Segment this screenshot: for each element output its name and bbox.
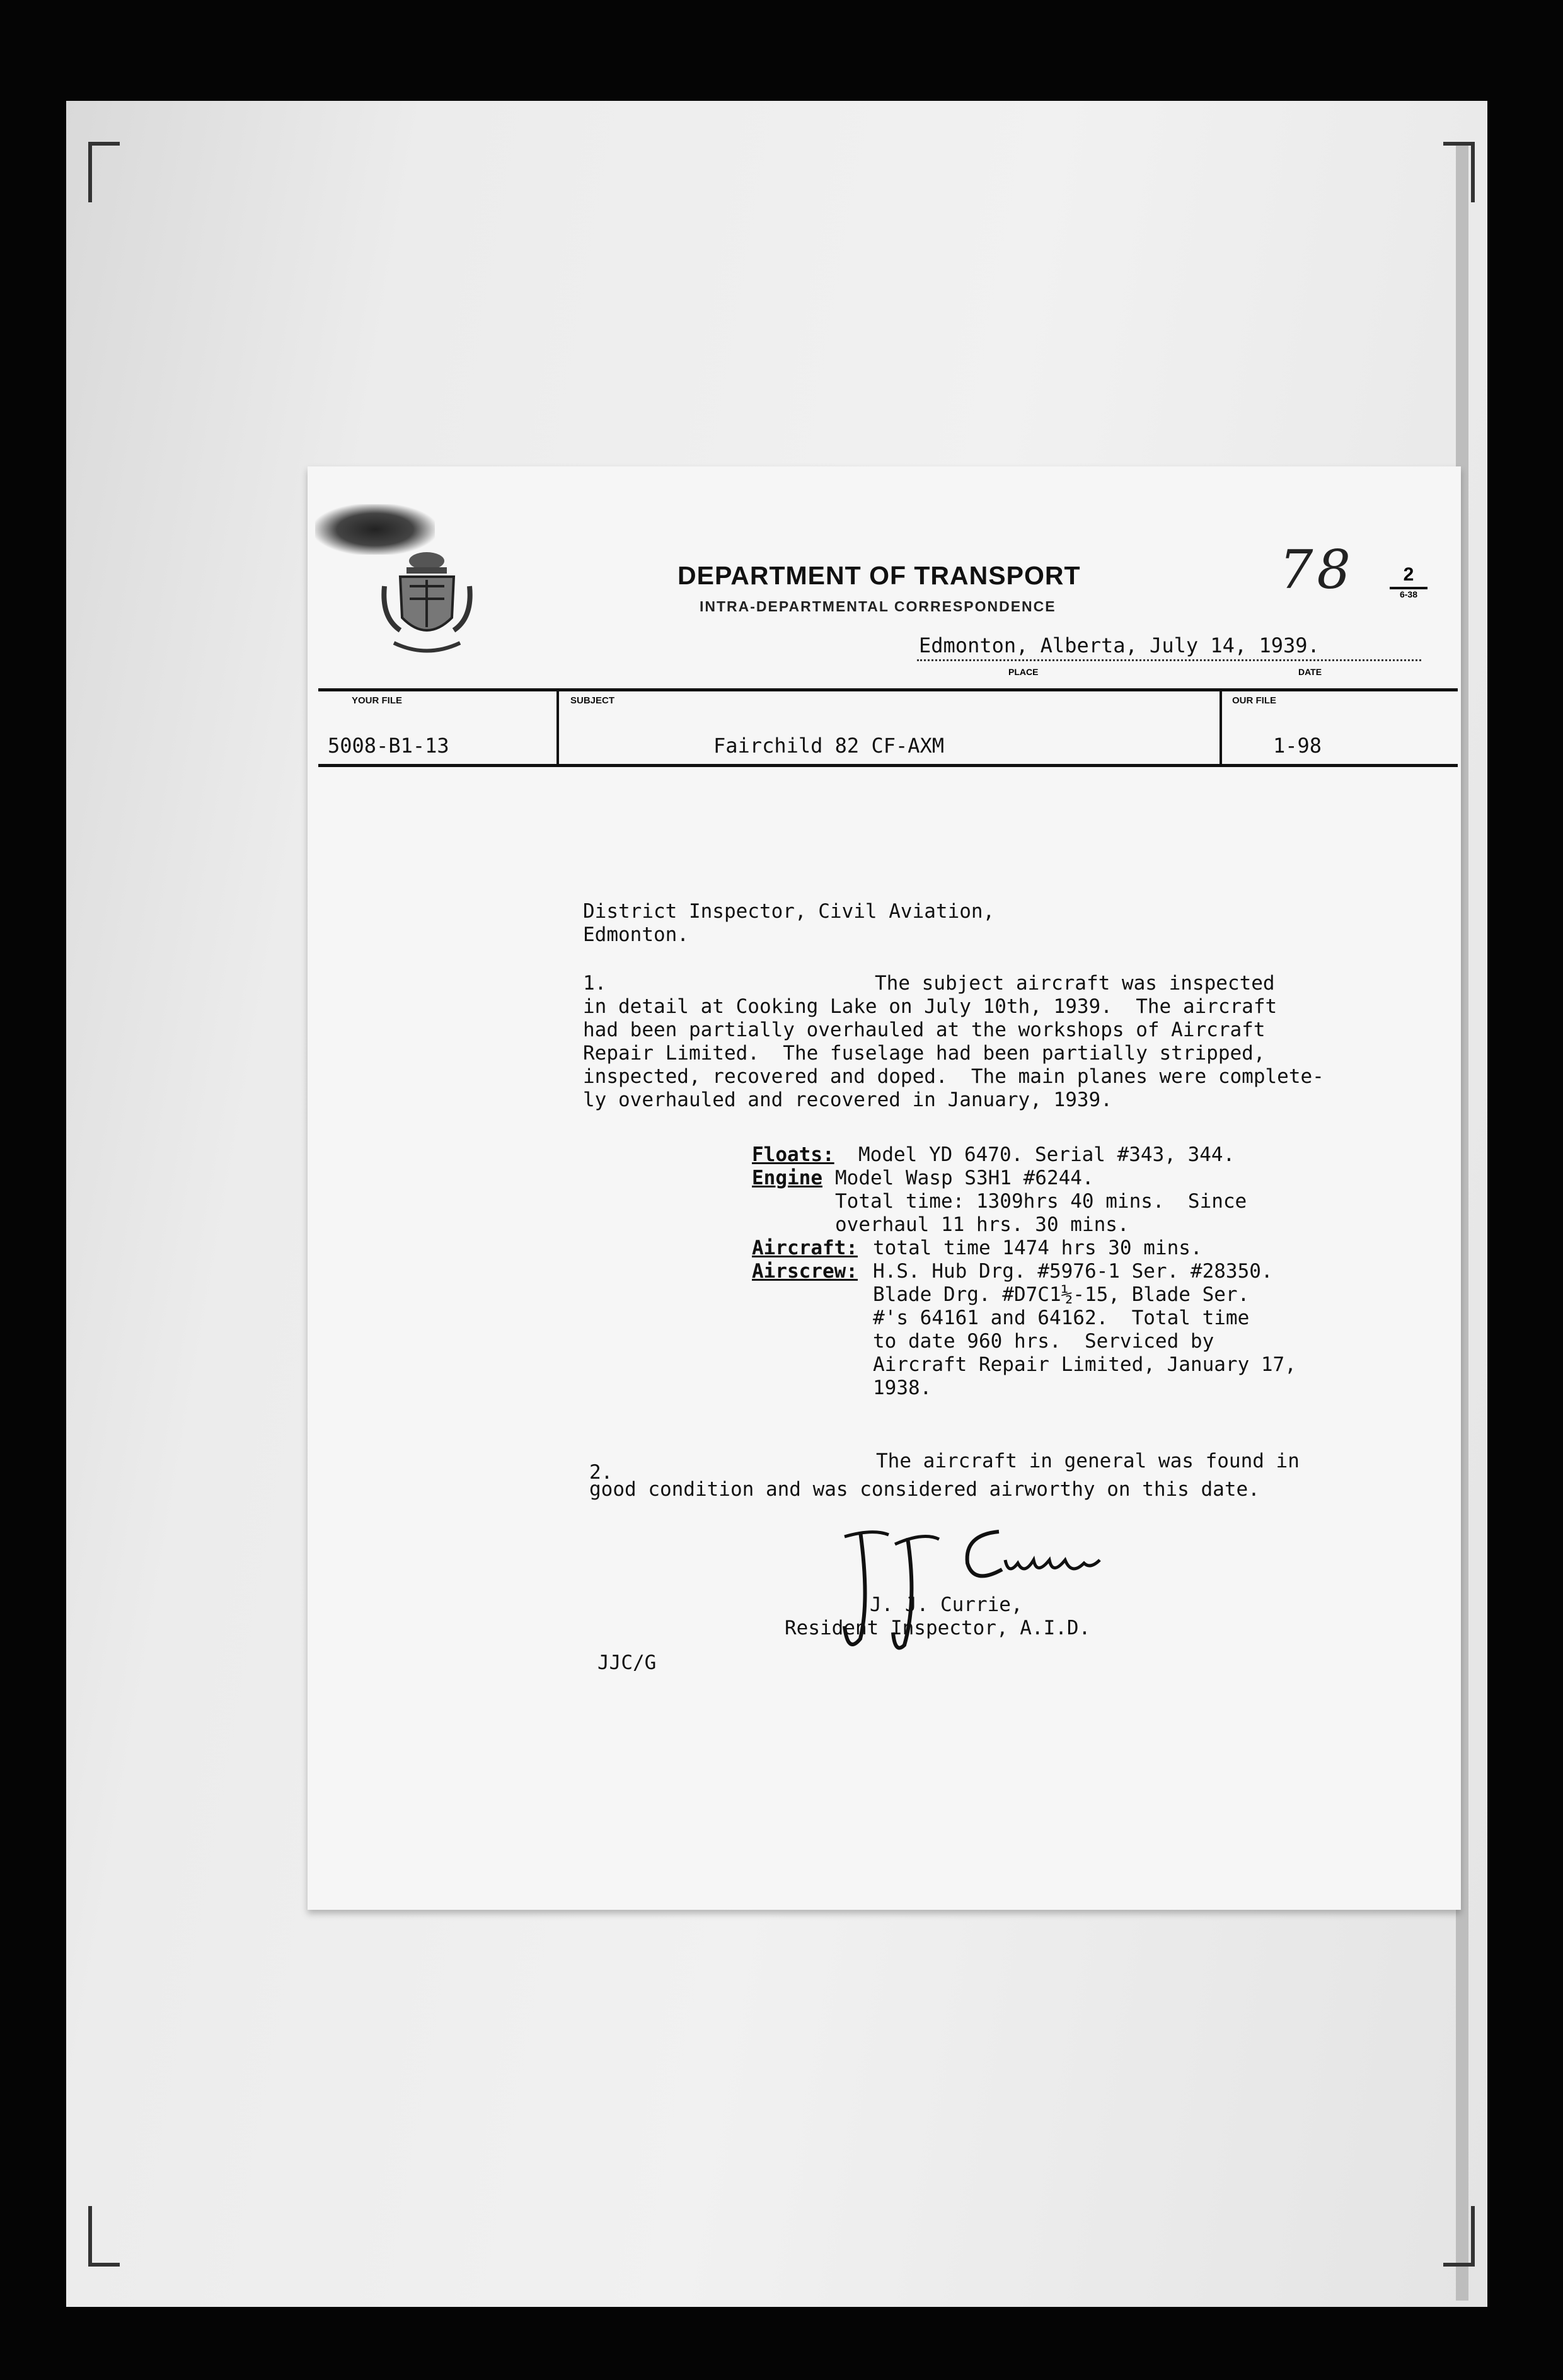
paragraph-2-second-line: good condition and was considered airworthy on this date. [589, 1478, 1260, 1501]
paragraph-1-line: ly overhauled and recovered in January, 1939. [583, 1089, 1112, 1111]
engine-label: Engine [752, 1167, 822, 1189]
paragraph-1-first-line: The subject aircraft was inspected [875, 972, 1275, 995]
form-number [1390, 564, 1427, 601]
crop-mark-top-right [1443, 142, 1475, 202]
paragraph-1-line: in detail at Cooking Lake on July 10th, 1939. The aircraft [583, 995, 1278, 1018]
addressee-line-1: District Inspector, Civil Aviation, [583, 900, 995, 923]
table-bottom-rule [318, 764, 1458, 767]
engine-value: Model Wasp S3H1 #6244. [835, 1167, 1094, 1189]
airscrew-value: H.S. Hub Drg. #5976-1 Ser. #28350. [873, 1260, 1273, 1283]
airscrew-value: #'s 64161 and 64162. Total time [873, 1307, 1250, 1329]
our-file-value: 1-98 [1273, 734, 1322, 758]
paragraph-1-number: 1. [583, 972, 607, 995]
crop-mark-bottom-right [1443, 2206, 1475, 2267]
form-number-date: 6-38 [1399, 589, 1418, 599]
your-file-label: YOUR FILE [352, 695, 403, 706]
reference-initials: JJC/G [597, 1651, 657, 1674]
aircraft-value: total time 1474 hrs 30 mins. [873, 1237, 1203, 1259]
engine-value: overhaul 11 hrs. 30 mins. [835, 1213, 1129, 1236]
engine-value: Total time: 1309hrs 40 mins. Since [835, 1190, 1247, 1213]
signatory-title: Resident Inspector, A.I.D. [785, 1617, 1091, 1639]
table-divider-2 [1220, 688, 1222, 766]
table-divider-1 [557, 688, 559, 766]
our-file-label: OUR FILE [1232, 695, 1276, 706]
place-label: PLACE [1008, 667, 1039, 677]
paragraph-1-line: had been partially overhauled at the workshops of Aircraft [583, 1019, 1266, 1041]
form-number-value: 2 [1390, 564, 1427, 589]
subject-label: SUBJECT [570, 695, 615, 706]
correspondence-subtitle: INTRA-DEPARTMENTAL CORRESPONDENCE [700, 598, 1056, 615]
airscrew-value: Blade Drg. #D7C1½-15, Blade Ser. [873, 1283, 1250, 1306]
airscrew-value: 1938. [873, 1377, 932, 1399]
place-date-dotted-line [917, 659, 1421, 661]
airscrew-value: to date 960 hrs. Serviced by [873, 1330, 1214, 1353]
floats-value: Model YD 6470. Serial #343, 344. [858, 1143, 1235, 1166]
department-title: DEPARTMENT OF TRANSPORT [678, 561, 1081, 590]
typed-signatory-name: J. J. Currie, [870, 1593, 1023, 1616]
crop-mark-bottom-left [88, 2206, 120, 2267]
airscrew-value: Aircraft Repair Limited, January 17, [873, 1353, 1296, 1376]
handwritten-page-number: 78 [1279, 539, 1354, 601]
date-label: DATE [1298, 667, 1322, 677]
table-top-rule [318, 688, 1458, 691]
paragraph-1-line: inspected, recovered and doped. The main planes were complete- [583, 1065, 1324, 1088]
floats-label: Floats: [752, 1143, 834, 1166]
place-and-date: Edmonton, Alberta, July 14, 1939. [919, 633, 1320, 657]
addressee-line-2: Edmonton. [583, 923, 689, 946]
aircraft-label: Aircraft: [752, 1237, 858, 1259]
paragraph-1-line: Repair Limited. The fuselage had been partially stripped, [583, 1042, 1266, 1065]
airscrew-label: Airscrew: [752, 1260, 858, 1283]
subject-value: Fairchild 82 CF-AXM [713, 734, 945, 758]
coat-of-arms-icon [381, 548, 473, 659]
paragraph-2-first-line: The aircraft in general was found in [876, 1450, 1300, 1472]
crop-mark-top-left [88, 142, 120, 202]
your-file-value: 5008-B1-13 [328, 734, 449, 758]
paper-blot [315, 504, 435, 555]
paragraph-2-number: 2. [589, 1461, 613, 1484]
